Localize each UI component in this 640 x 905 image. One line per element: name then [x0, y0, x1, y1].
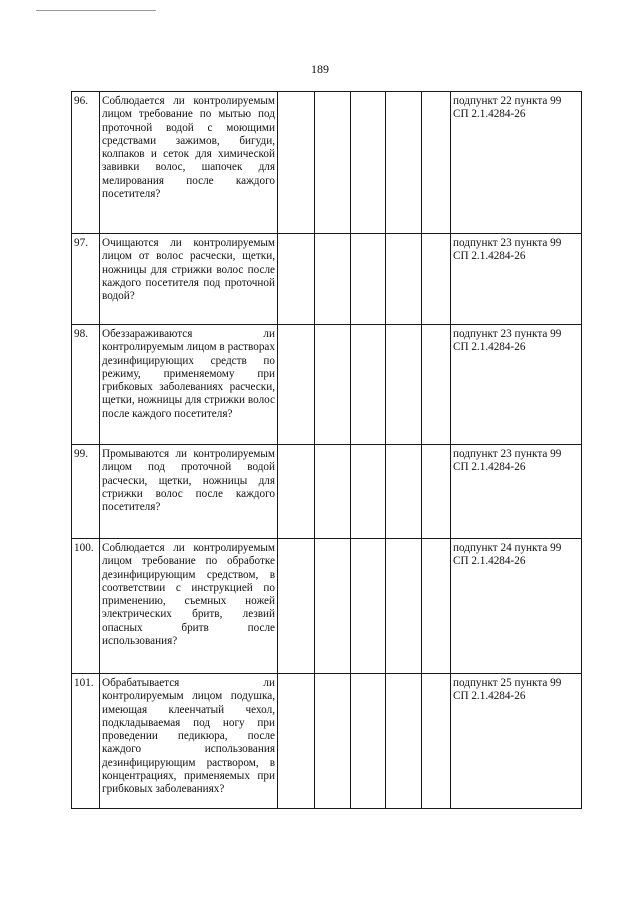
- page-number: 189: [311, 62, 329, 76]
- row-number: 101.: [72, 674, 100, 809]
- answer-cell: [386, 674, 422, 809]
- answer-cell: [278, 92, 315, 234]
- question-cell: Соблюдается ли контролируемым лицом требование по обработке дезинфицирующим средством, в соответствии с инструкцией по применению, съемных ножей электрических бритв, лезвий опасных бритв после использования?: [100, 539, 278, 674]
- table-row: [72, 674, 582, 809]
- answer-cell: [315, 445, 351, 539]
- reference-cell: подпункт 23 пункта 99 СП 2.1.4284-26: [451, 325, 582, 445]
- table-row: [72, 539, 582, 674]
- answer-cell: [351, 234, 386, 325]
- table-row: [72, 445, 582, 539]
- answer-cell: [351, 92, 386, 234]
- answer-cell: [351, 674, 386, 809]
- question-cell: Очищаются ли контролируемым лицом от волос расчески, щетки, ножницы для стрижки волос после каждого посетителя под проточной водой?: [100, 234, 278, 325]
- answer-cell: [315, 325, 351, 445]
- checklist-table: [71, 91, 582, 809]
- answer-cell: [386, 539, 422, 674]
- row-number: 97.: [72, 234, 100, 325]
- reference-cell: подпункт 22 пункта 99 СП 2.1.4284-26: [451, 92, 582, 234]
- row-number: 100.: [72, 539, 100, 674]
- answer-cell: [351, 445, 386, 539]
- answer-cell: [422, 674, 451, 809]
- answer-cell: [315, 234, 351, 325]
- answer-cell: [278, 539, 315, 674]
- answer-cell: [278, 325, 315, 445]
- answer-cell: [422, 539, 451, 674]
- answer-cell: [351, 539, 386, 674]
- top-scan-rule: [36, 10, 156, 11]
- question-cell: Обеззараживаются ли контролируемым лицом в растворах дезинфицирующих средств по режиму, применяемому при грибковых заболеваниях расчески, щетки, ножницы для стрижки волос после каждого посетителя?: [100, 325, 278, 445]
- table-row: [72, 234, 582, 325]
- reference-cell: подпункт 23 пункта 99 СП 2.1.4284-26: [451, 445, 582, 539]
- answer-cell: [315, 92, 351, 234]
- answer-cell: [422, 92, 451, 234]
- table-row: [72, 92, 582, 234]
- table-row: [72, 325, 582, 445]
- answer-cell: [315, 674, 351, 809]
- question-cell: Промываются ли контролируемым лицом под проточной водой расчески, щетки, ножницы для стрижки волос после каждого посетителя?: [100, 445, 278, 539]
- answer-cell: [351, 325, 386, 445]
- question-cell: Соблюдается ли контролируемым лицом требование по мытью под проточной водой с моющими средствами зажимов, бигуди, колпаков и сеток для химической завивки волос, шапочек для мелирования после каждого посетителя?: [100, 92, 278, 234]
- reference-cell: подпункт 24 пункта 99 СП 2.1.4284-26: [451, 539, 582, 674]
- answer-cell: [315, 539, 351, 674]
- answer-cell: [386, 234, 422, 325]
- row-number: 96.: [72, 92, 100, 234]
- reference-cell: подпункт 25 пункта 99 СП 2.1.4284-26: [451, 674, 582, 809]
- answer-cell: [278, 674, 315, 809]
- reference-cell: подпункт 23 пункта 99 СП 2.1.4284-26: [451, 234, 582, 325]
- answer-cell: [386, 325, 422, 445]
- answer-cell: [278, 234, 315, 325]
- row-number: 98.: [72, 325, 100, 445]
- question-cell: Обрабатывается ли контролируемым лицом подушка, имеющая клеенчатый чехол, подкладываемая под ногу при проведении педикюра, после каждого использования дезинфицирующим раствором, в концентрациях, применяемых при грибковых заболеваниях?: [100, 674, 278, 809]
- answer-cell: [422, 325, 451, 445]
- row-number: 99.: [72, 445, 100, 539]
- answer-cell: [422, 234, 451, 325]
- answer-cell: [386, 92, 422, 234]
- answer-cell: [422, 445, 451, 539]
- answer-cell: [278, 445, 315, 539]
- answer-cell: [386, 445, 422, 539]
